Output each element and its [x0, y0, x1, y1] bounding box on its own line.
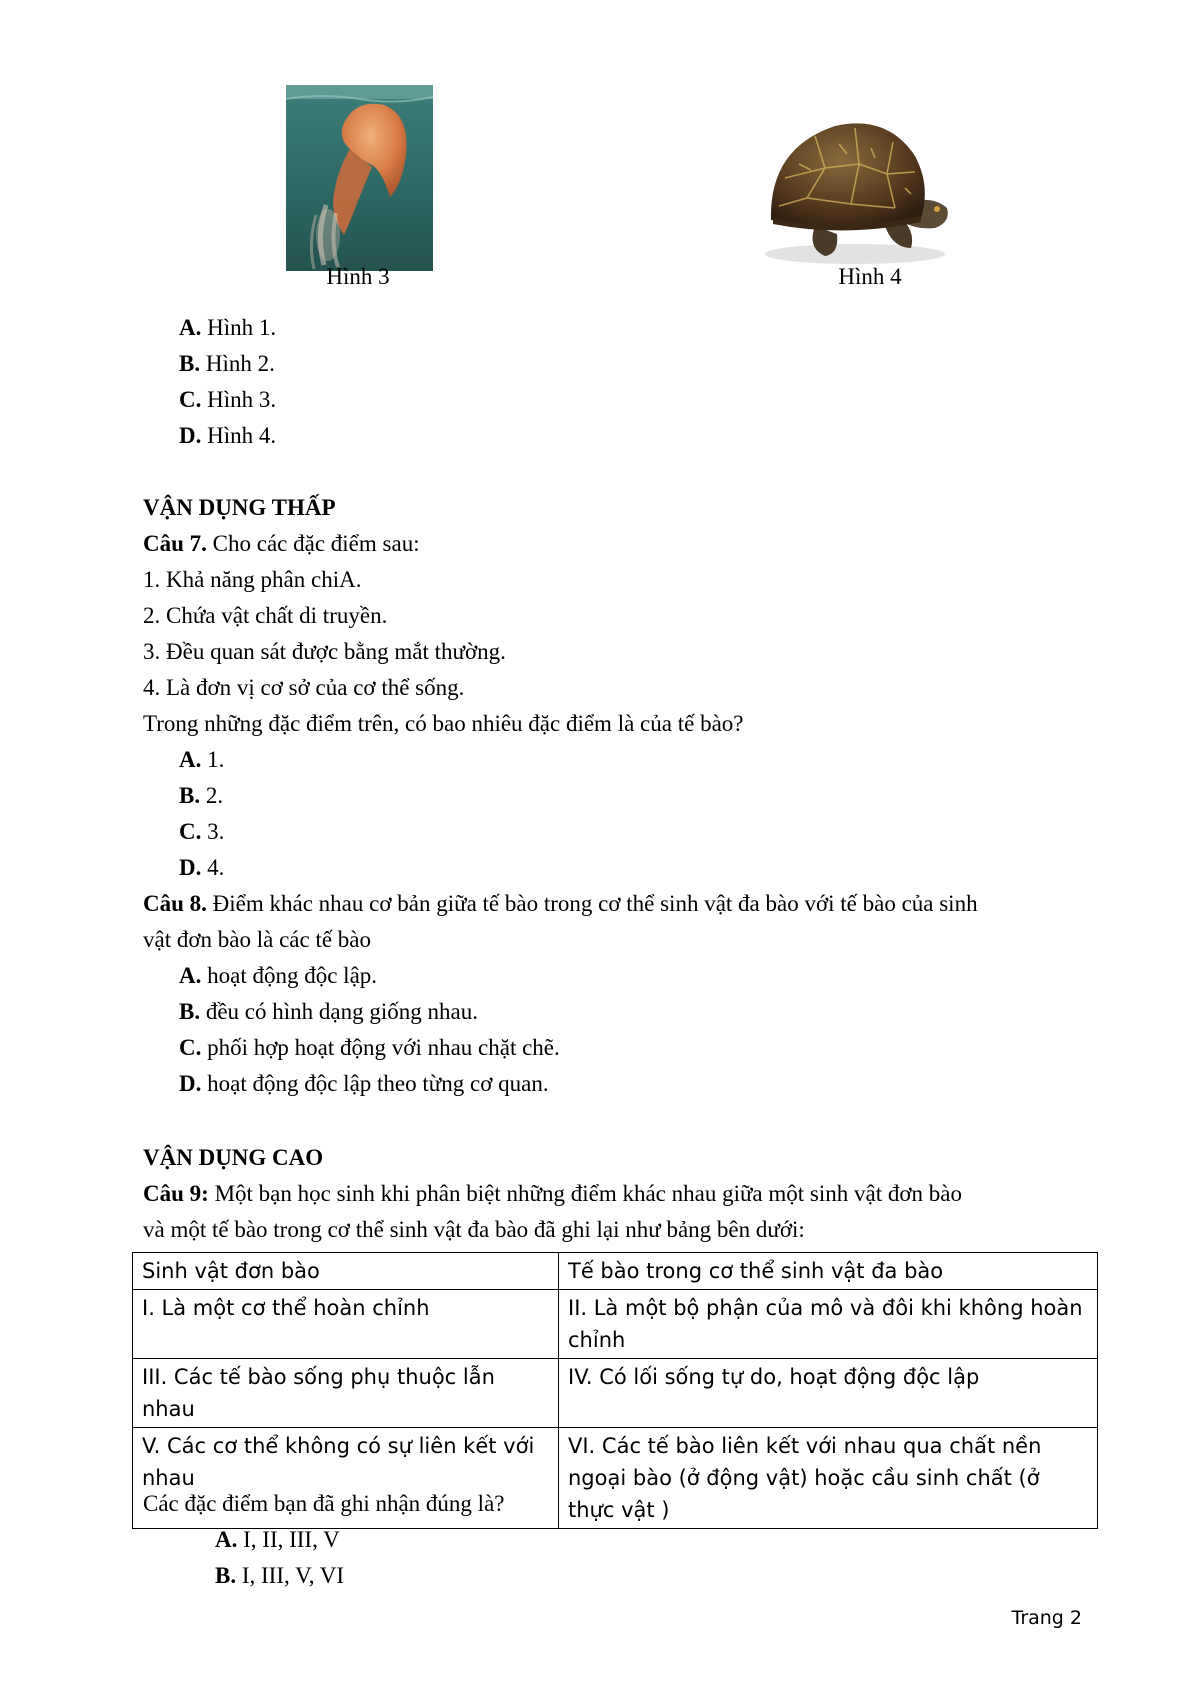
q7-item-1: 1. Khả năng phân chiA. — [143, 567, 362, 592]
q8-option-c: C. phối hợp hoạt động với nhau chặt chẽ. — [179, 1035, 560, 1060]
q7-question: Trong những đặc điểm trên, có bao nhiêu đặc điểm là của tế bào? — [143, 711, 744, 736]
q8-option-a: A. hoạt động độc lập. — [179, 963, 378, 988]
q6-option-c: C. Hình 3. — [179, 387, 277, 412]
q9-option-b: B. I, III, V, VI — [215, 1563, 345, 1588]
q6-option-b: B. Hình 2. — [179, 351, 275, 376]
table-cell: V. Các cơ thể không có sự liên kết với nhau — [133, 1428, 559, 1529]
q7-stem: Câu 7. Cho các đặc điểm sau: — [143, 531, 420, 556]
table-cell: IV. Có lối sống tự do, hoạt động độc lập — [559, 1359, 1098, 1428]
table-row — [133, 1359, 1098, 1428]
q7-option-b: B. 2. — [179, 783, 224, 808]
jellyfish-image — [286, 85, 433, 271]
q6-option-a: A. Hình 1. — [179, 315, 277, 340]
table-cell: II. Là một bộ phận của mô và đôi khi không hoàn chỉnh — [559, 1290, 1098, 1359]
q8-option-b: B. đều có hình dạng giống nhau. — [179, 999, 478, 1024]
q7-option-a: A. 1. — [179, 747, 225, 772]
q9-question: Các đặc điểm bạn đã ghi nhận đúng là? — [143, 1491, 505, 1516]
table-header-cell: Sinh vật đơn bào — [133, 1253, 559, 1290]
q8-stem-line-2: vật đơn bào là các tế bào — [143, 927, 372, 952]
q9-option-a: A. I, II, III, V — [215, 1527, 340, 1552]
table-cell: VI. Các tế bào liên kết với nhau qua chất nền ngoại bào (ở động vật) hoặc cầu sinh chất (ở thực vật ) — [559, 1428, 1098, 1529]
section-heading-low: VẬN DỤNG THẤP — [143, 495, 336, 520]
q7-option-d: D. 4. — [179, 855, 225, 880]
table-cell: I. Là một cơ thể hoàn chỉnh — [133, 1290, 559, 1359]
q7-item-4: 4. Là đơn vị cơ sở của cơ thể sống. — [143, 675, 465, 700]
q6-option-d: D. Hình 4. — [179, 423, 277, 448]
figure-3-caption: Hình 3 — [326, 264, 390, 289]
turtle-image — [755, 108, 955, 268]
table-row — [133, 1290, 1098, 1359]
figure-4-caption: Hình 4 — [838, 264, 902, 289]
section-heading-high: VẬN DỤNG CAO — [143, 1145, 324, 1170]
table-header-row — [133, 1253, 1098, 1290]
table-cell: III. Các tế bào sống phụ thuộc lẫn nhau — [133, 1359, 559, 1428]
q7-item-2: 2. Chứa vật chất di truyền. — [143, 603, 388, 628]
q7-item-3: 3. Đều quan sát được bằng mắt thường. — [143, 639, 506, 664]
table-header-cell: Tế bào trong cơ thể sinh vật đa bào — [559, 1253, 1098, 1290]
q9-stem-line-1: Câu 9: Một bạn học sinh khi phân biệt những điểm khác nhau giữa một sinh vật đơn bào — [143, 1181, 962, 1206]
q8-stem-line-1: Câu 8. Điểm khác nhau cơ bản giữa tế bào trong cơ thể sinh vật đa bào với tế bào của sinh — [143, 891, 978, 916]
q9-stem-line-2: và một tế bào trong cơ thể sinh vật đa bào đã ghi lại như bảng bên dưới: — [143, 1217, 805, 1242]
q8-option-d: D. hoạt động độc lập theo từng cơ quan. — [179, 1071, 549, 1096]
page-number: Trang 2 — [1011, 1607, 1082, 1629]
q7-option-c: C. 3. — [179, 819, 225, 844]
